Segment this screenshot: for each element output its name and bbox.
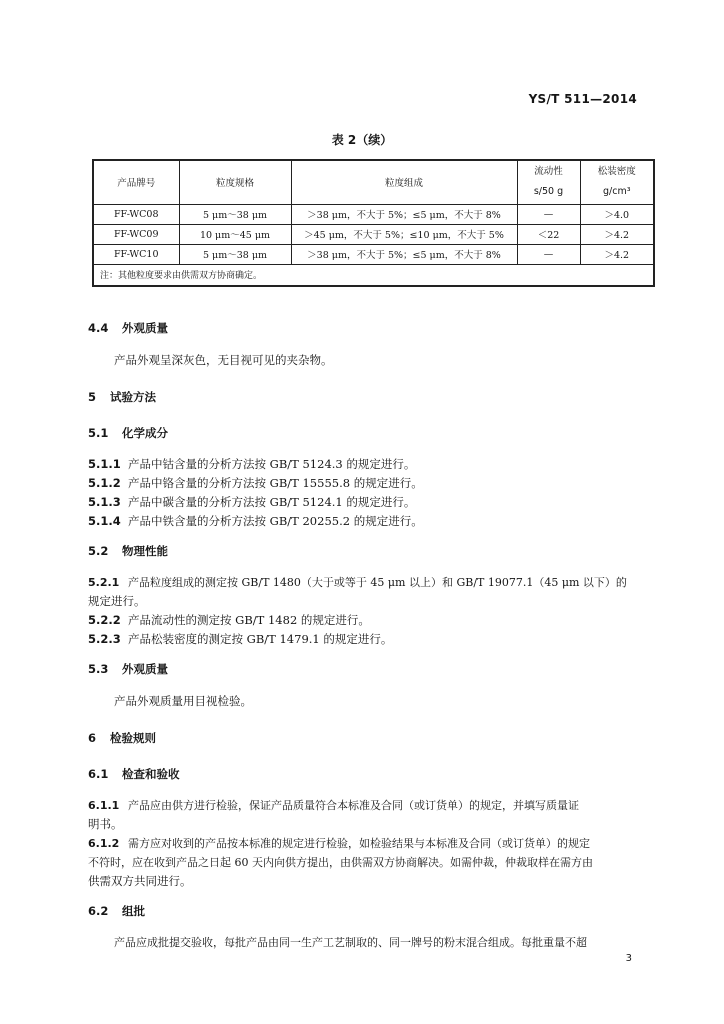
clause-text: 需方应对收到的产品按本标准的规定进行检验，如检验结果与本标准及合同（或订货单）的规定 bbox=[128, 837, 590, 850]
section-title: 试验方法 bbox=[110, 390, 156, 404]
table-row bbox=[93, 224, 654, 244]
cell-composition: ＞38 μm，不大于 5%；≤5 μm，不大于 8% bbox=[291, 244, 517, 264]
cell-grade: FF-WC08 bbox=[93, 204, 179, 224]
clause-5-1-2 bbox=[88, 475, 423, 491]
cell-grade: FF-WC09 bbox=[93, 224, 179, 244]
table-row bbox=[93, 244, 654, 264]
cell-density: ＞4.2 bbox=[580, 244, 654, 264]
clause-6-1-2-continuation: 供需双方共同进行。 bbox=[88, 874, 192, 888]
clause-number: 6.1.2 bbox=[88, 837, 120, 850]
section-5-3-heading bbox=[88, 661, 168, 677]
clause-6-1-1-continuation: 明书。 bbox=[88, 817, 123, 831]
clause-number: 5.1.1 bbox=[88, 457, 121, 471]
table-title: 表 2（续） bbox=[331, 133, 393, 147]
section-number: 6 bbox=[88, 731, 97, 745]
clause-text: 产品松装密度的测定按 GB/T 1479.1 的规定进行。 bbox=[128, 632, 393, 646]
clause-5-2-2 bbox=[88, 612, 370, 628]
clause-text: 产品中铁含量的分析方法按 GB/T 20255.2 的规定进行。 bbox=[128, 514, 423, 528]
section-title: 化学成分 bbox=[122, 426, 168, 440]
section-6-2-heading bbox=[88, 903, 145, 919]
document-code: YS/T 511—2014 bbox=[528, 92, 637, 106]
paragraph-6-2: 产品应成批提交验收，每批产品由同一生产工艺制取的、同一牌号的粉末混合组成。每批重量不超 bbox=[114, 936, 587, 949]
header-grade: 产品牌号 bbox=[93, 160, 179, 204]
clause-6-1-2-continuation: 不符时，应在收到产品之日起 60 天内向供方提出，由供需双方协商解决。如需仲裁，仲裁取样在需方由 bbox=[88, 856, 593, 869]
cell-size-spec: 5 μm～38 μm bbox=[179, 204, 291, 224]
clause-5-1-1 bbox=[88, 456, 415, 472]
section-title: 组批 bbox=[122, 904, 145, 918]
cell-size-spec: 5 μm～38 μm bbox=[179, 244, 291, 264]
header-flowability bbox=[517, 160, 580, 204]
clause-text: 产品中铬含量的分析方法按 GB/T 15555.8 的规定进行。 bbox=[128, 476, 423, 490]
header-size-composition: 粒度组成 bbox=[291, 160, 517, 204]
section-5-1-heading bbox=[88, 425, 168, 441]
spec-table bbox=[92, 159, 655, 287]
cell-grade: FF-WC10 bbox=[93, 244, 179, 264]
clause-number: 5.1.3 bbox=[88, 495, 121, 509]
clause-number: 5.2.3 bbox=[88, 632, 121, 646]
table-note: 注：其他粒度要求由供需双方协商确定。 bbox=[93, 264, 654, 286]
section-title: 检查和验收 bbox=[122, 767, 180, 781]
section-title: 检验规则 bbox=[110, 731, 156, 745]
page-number: 3 bbox=[625, 953, 632, 964]
cell-flowability: — bbox=[517, 244, 580, 264]
section-4-4-heading bbox=[88, 320, 168, 336]
clause-text: 产品中碳含量的分析方法按 GB/T 5124.1 的规定进行。 bbox=[128, 495, 416, 509]
header-density bbox=[580, 160, 654, 204]
clause-number: 5.2.1 bbox=[88, 576, 120, 589]
clause-number: 5.2.2 bbox=[88, 613, 121, 627]
clause-text: 产品中钴含量的分析方法按 GB/T 5124.3 的规定进行。 bbox=[128, 457, 416, 471]
section-title: 外观质量 bbox=[122, 662, 168, 676]
cell-size-spec: 10 μm～45 μm bbox=[179, 224, 291, 244]
header-flowability-name: 流动性 bbox=[534, 166, 563, 178]
clause-number: 5.1.4 bbox=[88, 514, 121, 528]
section-number: 6.2 bbox=[88, 904, 109, 918]
cell-composition: ＞38 μm，不大于 5%；≤5 μm，不大于 8% bbox=[291, 204, 517, 224]
paragraph-4-4: 产品外观呈深灰色，无目视可见的夹杂物。 bbox=[114, 353, 333, 367]
section-5-2-heading bbox=[88, 543, 168, 559]
clause-5-2-3 bbox=[88, 631, 392, 647]
clause-text: 产品粒度组成的测定按 GB/T 1480（大于或等于 45 μm 以上）和 GB/T 19077.1（45 μm 以下）的 bbox=[128, 576, 627, 589]
section-title: 物理性能 bbox=[122, 544, 168, 558]
clause-6-1-2 bbox=[88, 835, 590, 851]
clause-number: 6.1.1 bbox=[88, 799, 120, 812]
cell-flowability: — bbox=[517, 204, 580, 224]
section-title: 外观质量 bbox=[122, 321, 168, 335]
section-6-1-heading bbox=[88, 766, 180, 782]
cell-composition: ＞45 μm，不大于 5%；≤10 μm，不大于 5% bbox=[291, 224, 517, 244]
header-density-unit: g/cm³ bbox=[602, 186, 631, 198]
table-row bbox=[93, 204, 654, 224]
clause-text: 产品流动性的测定按 GB/T 1482 的规定进行。 bbox=[128, 613, 370, 627]
section-number: 5.2 bbox=[88, 544, 109, 558]
paragraph-5-3: 产品外观质量用目视检验。 bbox=[114, 694, 252, 708]
section-number: 5 bbox=[88, 390, 97, 404]
header-flowability-unit: s/50 g bbox=[533, 186, 564, 198]
cell-density: ＞4.0 bbox=[580, 204, 654, 224]
header-size-spec: 粒度规格 bbox=[179, 160, 291, 204]
section-number: 6.1 bbox=[88, 767, 109, 781]
section-number: 4.4 bbox=[88, 321, 109, 335]
section-6-heading bbox=[88, 730, 156, 746]
cell-density: ＞4.2 bbox=[580, 224, 654, 244]
table-header-row bbox=[93, 160, 654, 204]
clause-5-2-1-continuation: 规定进行。 bbox=[88, 594, 146, 608]
clause-text: 产品应由供方进行检验，保证产品质量符合本标准及合同（或订货单）的规定，并填写质量证 bbox=[128, 799, 579, 812]
table-note-row bbox=[93, 264, 654, 286]
clause-5-1-4 bbox=[88, 513, 423, 529]
header-density-name: 松装密度 bbox=[597, 166, 636, 178]
section-5-heading bbox=[88, 389, 156, 405]
cell-flowability: ＜22 bbox=[517, 224, 580, 244]
clause-5-2-1 bbox=[88, 574, 627, 590]
clause-number: 5.1.2 bbox=[88, 476, 121, 490]
section-number: 5.1 bbox=[88, 426, 109, 440]
section-number: 5.3 bbox=[88, 662, 109, 676]
clause-6-1-1 bbox=[88, 797, 579, 813]
spec-table-wrapper bbox=[92, 159, 653, 287]
clause-5-1-3 bbox=[88, 494, 415, 510]
